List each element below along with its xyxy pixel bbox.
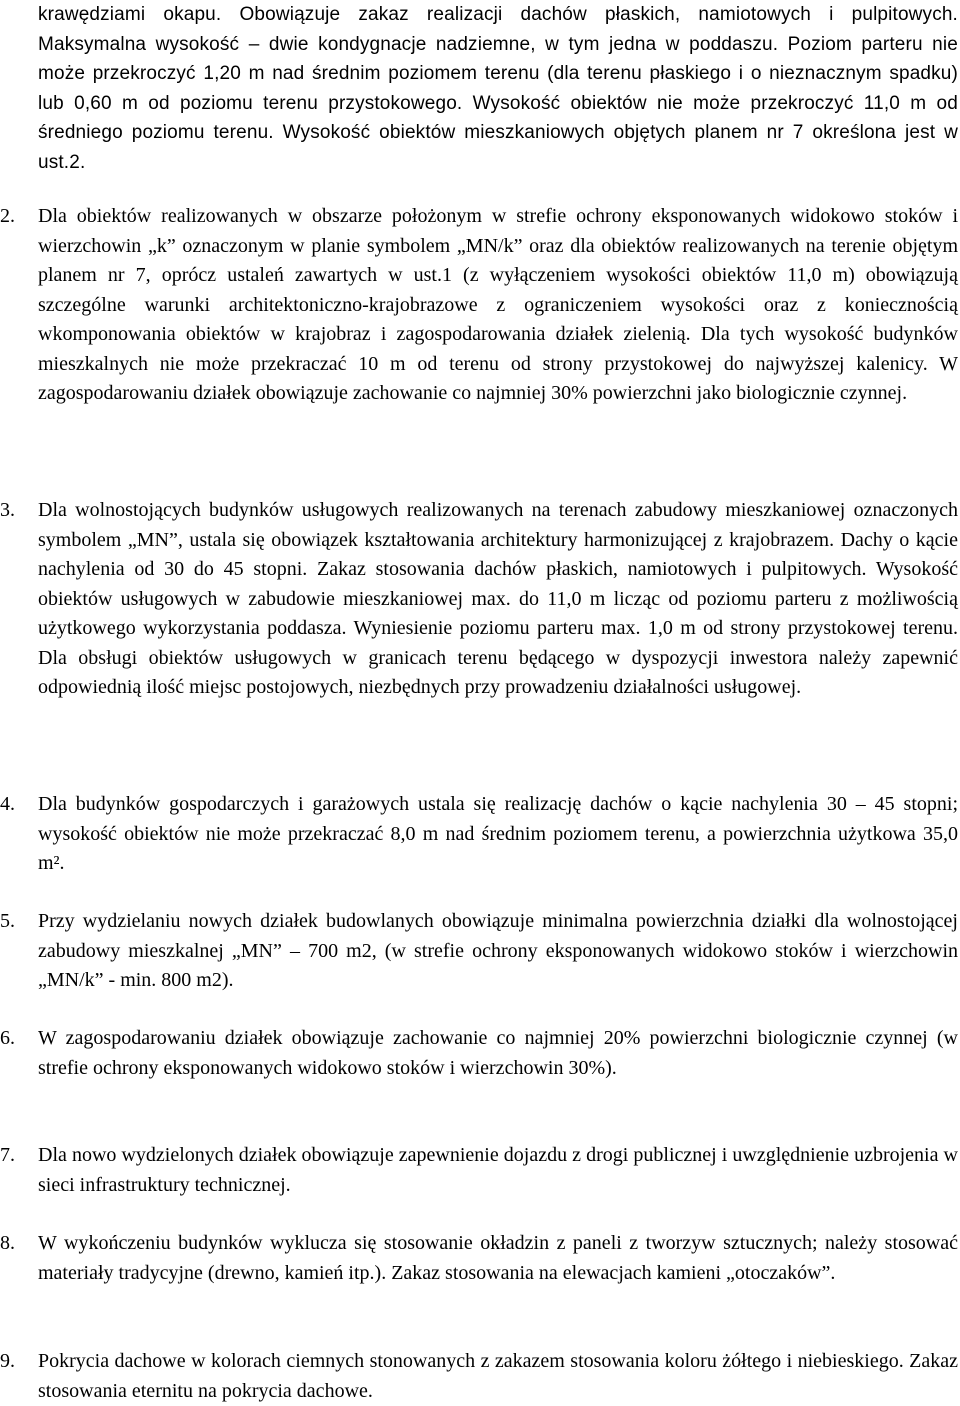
item-text: Dla obiektów realizowanych w obszarze położonym w strefie ochrony eksponowanych widokowo stoków i wierzchowin „k” oznaczonym w planie symbolem „MN/k” oraz dla obiektów realizowanych na terenie objętym planem nr 7, oprócz ustaleń zawartych w ust.1 (z wyłączeniem wysokości obiektów 11,0 m) obowiązują szczególne warunki architektoniczno-krajobrazowe z ograniczeniem wysokości oraz z koniecznością wkomponowania obiektów w krajobraz i zagospodarowania działek zielenią. Dla tych wysokość budynków mieszkalnych nie może przekraczać 10 m od terenu od strony przystokowej do najwyższej kalenicy. W zagospodarowaniu działek obowiązuje zachowanie co najmniej 30% powierzchni jako biologicznie czynnej. [38,205,958,404]
item-number: 3. [0,499,15,521]
item-number: 8. [0,1232,15,1254]
item-text: W wykończeniu budynków wyklucza się stosowanie okładzin z paneli z tworzyw sztucznych; należy stosować materiały tradycyjne (drewno, kamień itp.). Zakaz stosowania na elewacjach kamieni „otoczaków”. [38,1232,958,1284]
item-7 [0,1141,958,1200]
opening-paragraph: krawędziami okapu. Obowiązuje zakaz realizacji dachów płaskich, namiotowych i pulpitowych. Maksymalna wysokość – dwie kondygnacje nadziemne, w tym jedna w poddaszu. Poziom parteru nie może przekroczyć 1,20 m nad średnim poziomem terenu (dla terenu płaskiego i o nieznacznym spadku) lub 0,60 m od poziomu terenu przystokowego. Wysokość obiektów nie może przekroczyć 11,0 m od średniego poziomu terenu. Wysokość obiektów mieszkaniowych objętych planem nr 7 określona jest w ust.2. [38,4,958,173]
item-number: 2. [0,205,15,227]
item-4 [0,790,958,879]
item-text: Przy wydzielaniu nowych działek budowlanych obowiązuje minimalna powierzchnia działki dla wolnostojącej zabudowy mieszkalnej „MN” – 700 m2, (w strefie ochrony eksponowanych widokowo stoków i wierzchowin „MN/k” - min. 800 m2). [38,910,958,991]
item-text: Dla wolnostojących budynków usługowych realizowanych na terenach zabudowy mieszkaniowej oznaczonych symbolem „MN”, ustala się obowiązek kształtowania architektury harmonizującej z krajobrazem. Dachy o kącie nachylenia od 30 do 45 stopni. Zakaz stosowania dachów płaskich, namiotowych i pulpitowych. Wysokość obiektów usługowych w zabudowie mieszkaniowej max. do 11,0 m licząc od poziomu parteru z możliwością użytkowego wykorzystania poddasza. Wyniesienie poziomu parteru max. 1,0 m od strony przystokowej terenu. Dla obsługi obiektów usługowych w granicach terenu będącego w dyspozycji inwestora należy zapewnić odpowiednią ilość miejsc postojowych, niezbędnych przy prowadzeniu działalności usługowej. [38,499,958,698]
item-3 [0,496,958,703]
item-2 [0,202,958,409]
item-number: 5. [0,910,15,932]
item-text: Dla nowo wydzielonych działek obowiązuje zapewnienie dojazdu z drogi publicznej i uwzględnienie uzbrojenia w sieci infrastruktury technicznej. [38,1144,958,1196]
item-8 [0,1229,958,1288]
item-number: 6. [0,1027,15,1049]
item-5 [0,907,958,996]
item-number: 9. [0,1350,15,1372]
item-text: W zagospodarowaniu działek obowiązuje zachowanie co najmniej 20% powierzchni biologicznie czynnej (w strefie ochrony eksponowanych widokowo stoków i wierzchowin 30%). [38,1027,958,1079]
item-number: 7. [0,1144,15,1166]
item-text: Dla budynków gospodarczych i garażowych ustala się realizację dachów o kącie nachylenia 30 – 45 stopni; wysokość obiektów nie może przekraczać 8,0 m nad średnim poziomem terenu, a powierzchnia użytkowa 35,0 m². [38,793,958,874]
item-9 [0,1347,958,1406]
item-6 [0,1024,958,1083]
item-text: Pokrycia dachowe w kolorach ciemnych stonowanych z zakazem stosowania koloru żółtego i niebieskiego. Zakaz stosowania eternitu na pokrycia dachowe. [38,1350,958,1402]
item-number: 4. [0,793,15,815]
